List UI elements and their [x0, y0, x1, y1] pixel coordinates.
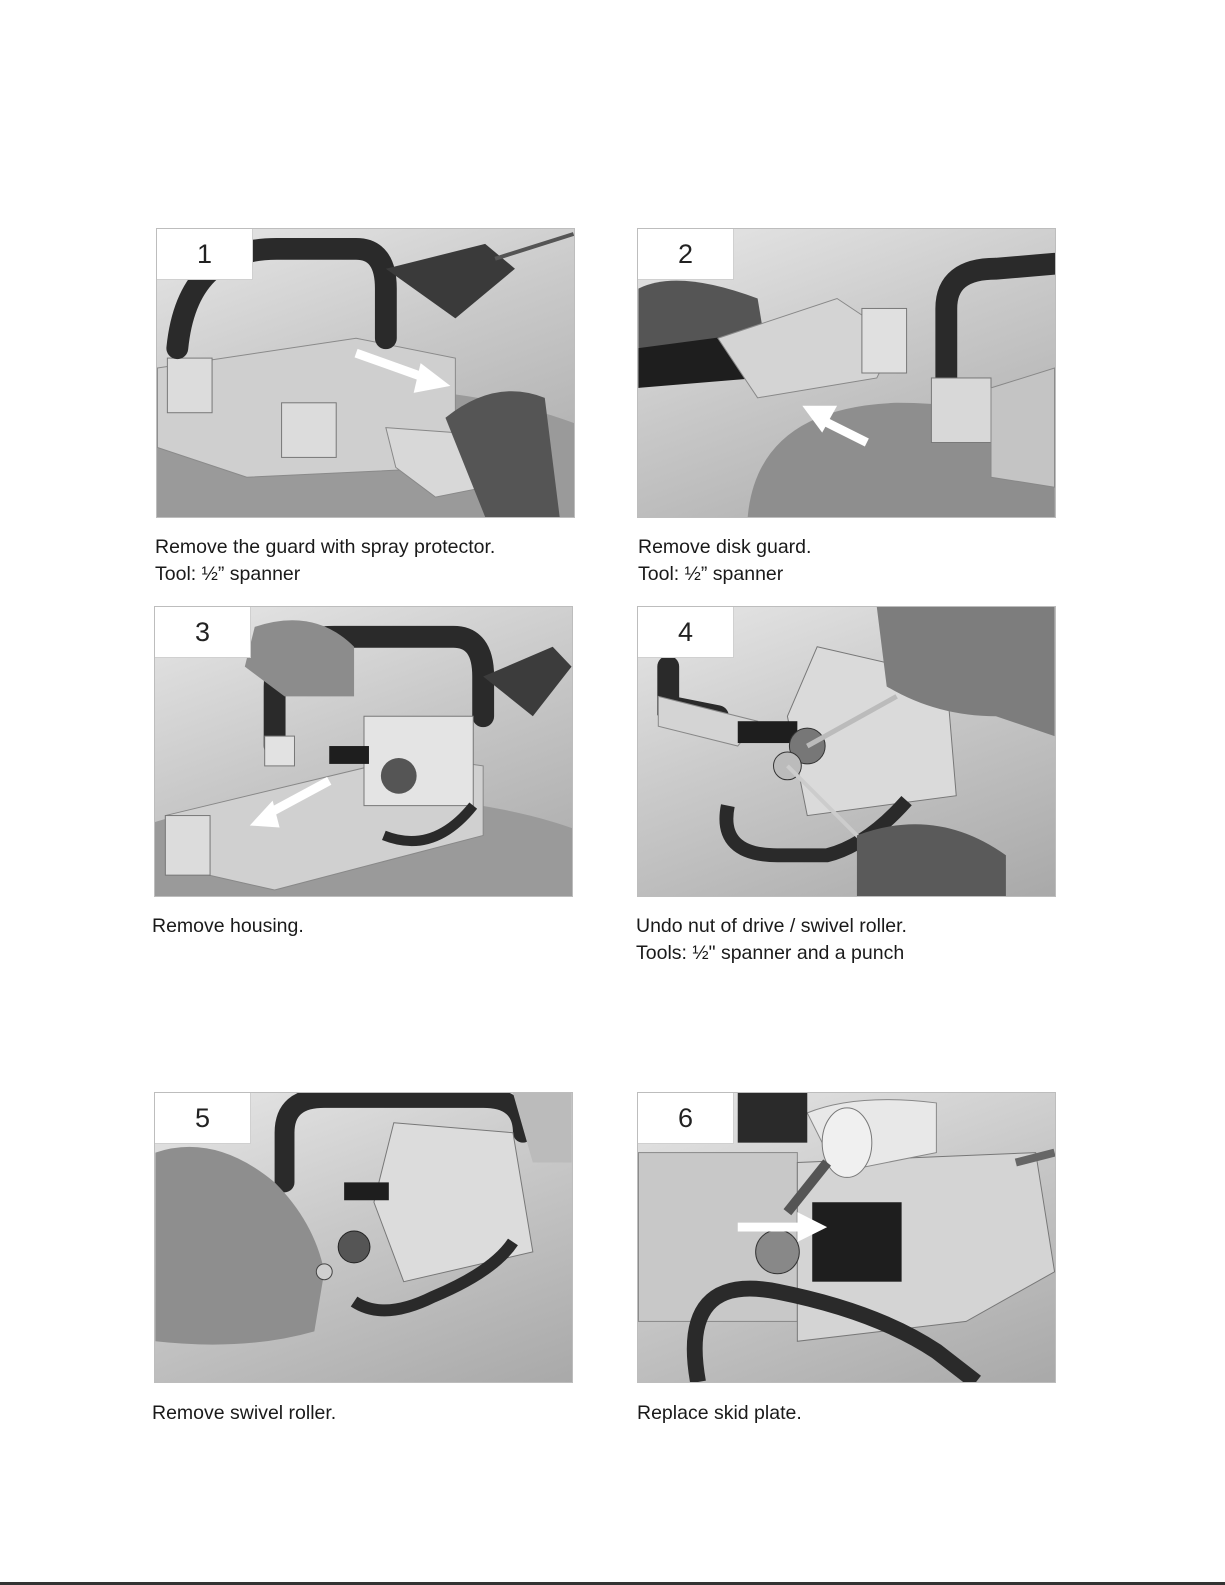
step-1-caption-line1: Remove the guard with spray protector.	[155, 536, 496, 558]
step-4-caption	[636, 913, 907, 967]
step-3-caption-line1: Remove housing.	[152, 915, 304, 937]
step-3-caption	[152, 913, 304, 940]
step-1-number: 1	[157, 229, 253, 280]
step-3-number: 3	[155, 607, 251, 658]
step-1-caption	[155, 534, 495, 588]
step-2-caption	[638, 534, 811, 588]
step-4-caption-line2: Tools: ½" spanner and a punch	[636, 942, 905, 964]
step-6-number: 6	[638, 1093, 734, 1144]
step-6-caption-line1: Replace skid plate.	[637, 1402, 802, 1424]
step-4-number: 4	[638, 607, 734, 658]
step-5-caption	[152, 1400, 336, 1427]
step-2-caption-line2: Tool: ½” spanner	[638, 563, 784, 585]
step-2-caption-line1: Remove disk guard.	[638, 536, 812, 558]
step-4-caption-line1: Undo nut of drive / swivel roller.	[636, 915, 907, 937]
step-5-caption-line1: Remove swivel roller.	[152, 1402, 337, 1424]
step-2-number: 2	[638, 229, 734, 280]
step-1-caption-line2: Tool: ½” spanner	[155, 563, 301, 585]
step-6-caption	[637, 1400, 802, 1427]
step-5-number: 5	[155, 1093, 251, 1144]
